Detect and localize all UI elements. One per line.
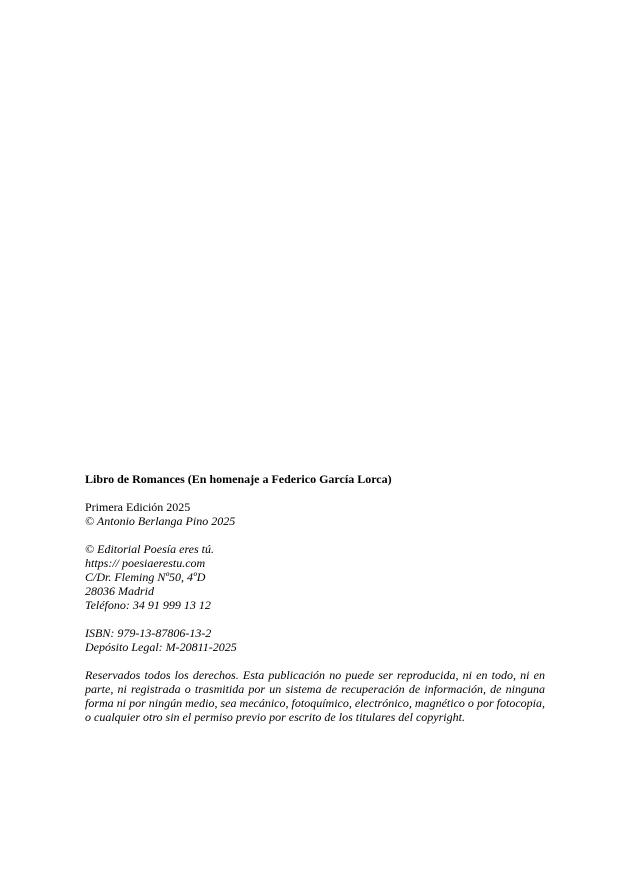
publisher-phone: Teléfono: 34 91 999 13 12	[85, 598, 211, 612]
edition-block	[85, 500, 545, 528]
publisher-street: C/Dr. Fleming Nº50, 4ºD	[85, 570, 206, 584]
rights-notice: Reservados todos los derechos. Esta publicación no puede ser reproducida, ni en todo, ni en parte, ni registrada o trasmitida por un sistema de recuperación de información, de ninguna forma ni por ningún medio, sea mecánico, fotoquímico, electrónico, magnético o por fotocopia, o cualquier otro sin el permiso previo por escrito de los titulares del copyright.	[85, 668, 545, 724]
isbn: ISBN: 979-13-87806-13-2	[85, 626, 212, 640]
legal-deposit: Depósito Legal: M-20811-2025	[85, 640, 237, 654]
author-copyright: © Antonio Berlanga Pino 2025	[85, 514, 236, 528]
publisher-url: https:// poesiaerestu.com	[85, 556, 206, 570]
edition-line: Primera Edición 2025	[85, 500, 191, 514]
book-title: Libro de Romances (En homenaje a Federico García Lorca)	[85, 472, 392, 486]
publisher-city: 28036 Madrid	[85, 584, 154, 598]
publisher-block	[85, 542, 545, 612]
registry-block	[85, 626, 545, 654]
publisher-name: © Editorial Poesía eres tú.	[85, 542, 214, 556]
colophon	[85, 472, 545, 724]
